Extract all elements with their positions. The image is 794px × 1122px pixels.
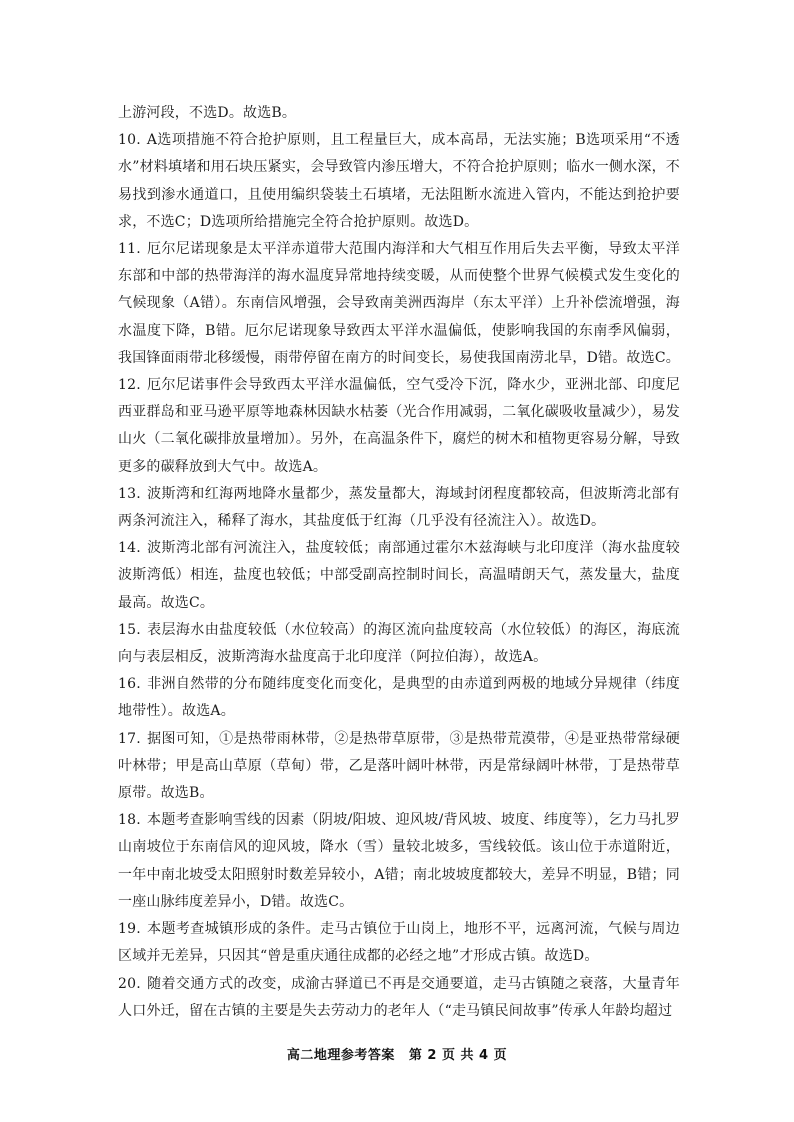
answer-text: 非洲自然带的分布随纬度变化而变化，是典型的由赤道到两极的地域分异规律（纬度地带性）。故选A。 [118, 676, 680, 720]
answer-text: 本题考查影响雪线的因素（阴坡/阳坡、迎风坡/背风坡、坡度、纬度等），乞力马扎罗山南坡位于东南信风的迎风坡，降水（雪）量较北坡多，雪线较低。该山位于赤道附近，一年中南北坡受太阳照射时数差异较小，A错；南北坡坡度都较大，差异不明显，B错；同一座山脉纬度差异小，D错。故选C。 [118, 812, 680, 910]
answer-text: 厄尔尼诺事件会导致西太平洋水温偏低，空气受冷下沉，降水少，亚洲北部、印度尼西亚群岛和亚马逊平原等地森林因缺水枯萎（光合作用减弱，二氧化碳吸收量减少），易发山火（二氧化碳排放量增加）。另外，在高温条件下，腐烂的树木和植物更容易分解，导致更多的碳释放到大气中。故选A。 [118, 377, 680, 475]
answer-text: 表层海水由盐度较低（水位较高）的海区流向盐度较高（水位较低）的海区，海底流向与表层相反，波斯湾海水盐度高于北印度洋（阿拉伯海），故选A。 [118, 621, 680, 666]
answer-text: 波斯湾和红海两地降水量都少，蒸发量都大，海域封闭程度都较高，但波斯湾北部有两条河流注入，稀释了海水，其盐度低于红海（几乎没有径流注入）。故选D。 [118, 485, 680, 530]
answer-text: 波斯湾北部有河流注入，盐度较低；南部通过霍尔木兹海峡与北印度洋（海水盐度较波斯湾低）相连，盐度也较低；中部受副高控制时间长，高温晴朗天气，蒸发量大，盐度最高。故选C。 [118, 540, 680, 611]
answer-item [118, 971, 680, 1025]
answer-number: 11. [118, 241, 141, 258]
answer-text: 据图可知，①是热带雨林带，②是热带草原带，③是热带荒漠带，④是亚热带常绿硬叶林带；甲是高山草原（草甸）带，乙是落叶阔叶林带，丙是常绿阔叶林带，丁是热带草原带。故选B。 [118, 730, 680, 802]
answer-number: 20. [118, 975, 141, 992]
answer-item [118, 127, 680, 236]
answer-item [118, 807, 680, 916]
answer-number: 15. [118, 621, 141, 638]
answer-number: 17. [118, 730, 141, 747]
page-footer [0, 1044, 794, 1063]
answer-number: 14. [118, 540, 141, 557]
answer-item [118, 481, 680, 535]
answer-number: 19. [118, 921, 141, 938]
answer-item [118, 236, 680, 372]
answer-item [118, 671, 680, 725]
answer-content [118, 100, 680, 1025]
intro-paragraph: 上游河段，不选D。故选B。 [118, 105, 297, 121]
answer-number: 13. [118, 485, 141, 502]
answer-item [118, 535, 680, 617]
answer-item [118, 617, 680, 671]
answer-text: 厄尔尼诺现象是太平洋赤道带大范围内海洋和大气相互作用后失去平衡，导致太平洋东部和中部的热带海洋的海水温度异常地持续变暖，从而使整个世界气候模式发生变化的气候现象（A错）。东南信风增强，会导致南美洲西海岸（东太平洋）上升补偿流增强，海水温度下降，B错。厄尔尼诺现象导致西太平洋水温偏低，使影响我国的东南季风偏弱，我国锋面雨带北移缓慢，雨带停留在南方的时间变长，易使我国南涝北旱，D错。故选C。 [118, 241, 680, 366]
answer-item [118, 916, 680, 970]
answer-item [118, 726, 680, 808]
answer-item [118, 372, 680, 481]
answer-list [118, 127, 680, 1025]
answer-number: 10. [118, 132, 141, 149]
answer-text: 随着交通方式的改变，成渝古驿道已不再是交通要道，走马古镇随之衰落，大量青年人口外迁，留在古镇的主要是失去劳动力的老年人（“走马镇民间故事”传承人年龄均超过 [118, 975, 680, 1019]
footer-page-number: 第 2 页 共 4 页 [408, 1048, 508, 1063]
answer-text: A选项措施不符合抢护原则，且工程量巨大，成本高昂，无法实施；B选项采用“不透水”材料填堵和用石块压紧实，会导致管内渗压增大，不符合抢护原则；临水一侧水深，不易找到渗水通道口，且使用编织袋装土石填堵，无法阻断水流进入管内，不能达到抢护要求，不选C；D选项所给措施完全符合抢护原则。故选D。 [118, 132, 680, 230]
footer-title: 高二地理参考答案 [286, 1048, 395, 1063]
answer-number: 12. [118, 377, 141, 394]
answer-number: 16. [118, 676, 141, 693]
answer-number: 18. [118, 812, 141, 829]
answer-text: 本题考查城镇形成的条件。走马古镇位于山岗上，地形不平，远离河流，气候与周边区域并无差异，只因其“曾是重庆通往成都的必经之地”才形成古镇。故选D。 [118, 921, 680, 965]
